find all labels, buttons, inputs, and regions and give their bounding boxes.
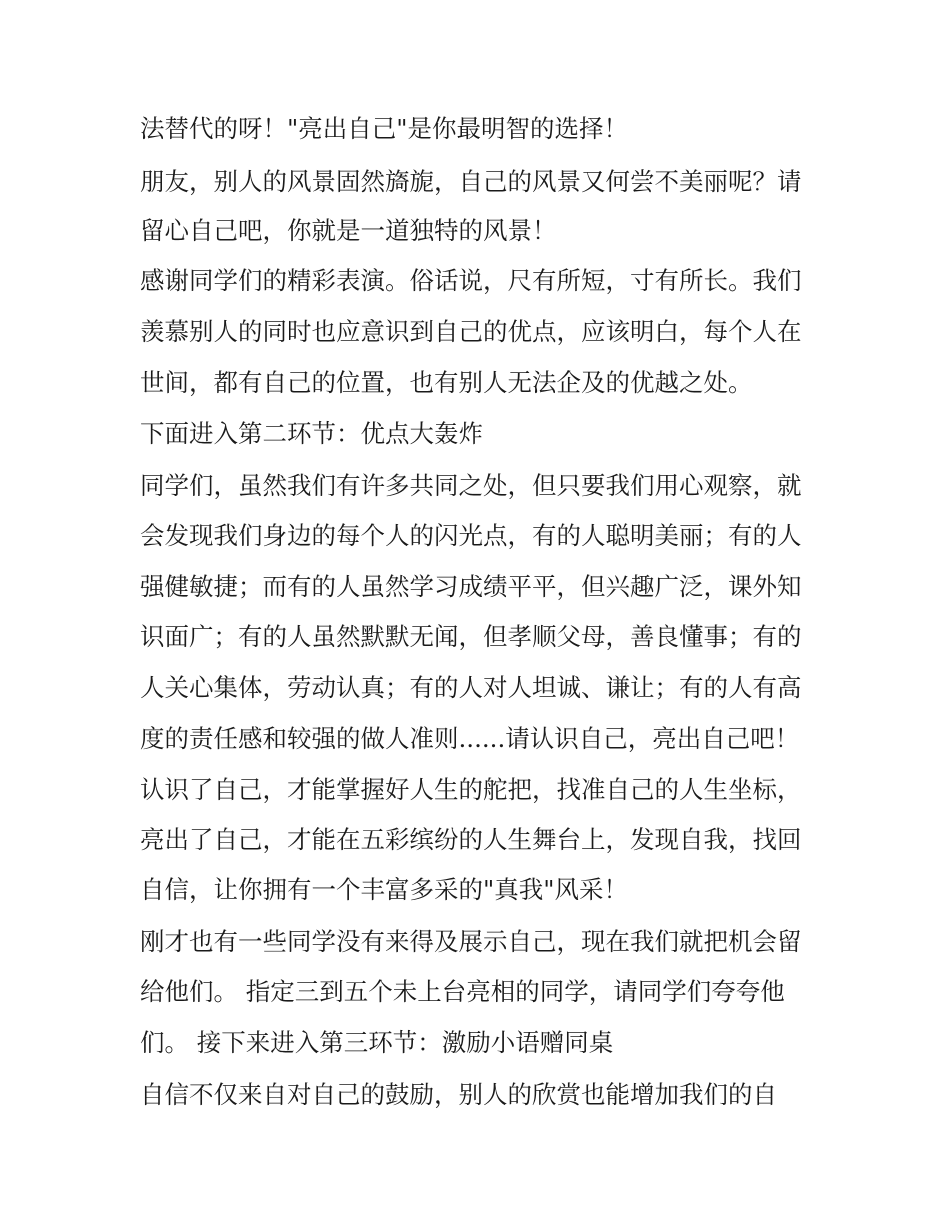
text-line: 亮出了自己，才能在五彩缤纷的人生舞台上，发现自我，找回 — [140, 825, 802, 854]
text-line: 朋友，别人的风景固然旖旎，自己的风景又何尝不美丽呢？请 — [140, 167, 802, 196]
text-line: 下面进入第二环节：优点大轰炸 — [140, 419, 483, 448]
text-line: 们。 接下来进入第三环节：激励小语赠同桌 — [140, 1028, 614, 1057]
text-line: 给他们。 指定三到五个未上台亮相的同学，请同学们夸夸他 — [140, 977, 785, 1006]
text-line: 同学们，虽然我们有许多共同之处，但只要我们用心观察，就 — [140, 471, 802, 500]
text-line: 留心自己吧，你就是一道独特的风景！ — [140, 216, 557, 245]
text-line: 刚才也有一些同学没有来得及展示自己，现在我们就把机会留 — [140, 927, 802, 956]
text-line: 度的责任感和较强的做人准则......请认识自己，亮出自己吧！ — [140, 724, 800, 753]
text-line: 会发现我们身边的每个人的闪光点，有的人聪明美丽；有的人 — [140, 521, 802, 550]
text-line: 自信不仅来自对自己的鼓励，别人的欣赏也能增加我们的自 — [140, 1080, 777, 1109]
text-line: 强健敏捷；而有的人虽然学习成绩平平，但兴趣广泛，课外知 — [140, 572, 802, 601]
text-line: 认识了自己，才能掌握好人生的舵把，找准自己的人生坐标， — [140, 775, 802, 804]
text-line: 感谢同学们的精彩表演。俗话说，尺有所短，寸有所长。我们 — [140, 266, 802, 295]
text-line: 人关心集体，劳动认真；有的人对人坦诚、谦让；有的人有高 — [140, 673, 802, 702]
text-line: 羡慕别人的同时也应意识到自己的优点，应该明白，每个人在 — [140, 317, 802, 346]
text-line: 世间，都有自己的位置，也有别人无法企及的优越之处。 — [140, 368, 753, 397]
text-line: 法替代的呀！"亮出自己"是你最明智的选择！ — [140, 114, 629, 143]
text-line: 识面广；有的人虽然默默无闻，但孝顺父母，善良懂事；有的 — [140, 622, 802, 651]
text-line: 自信，让你拥有一个丰富多采的"真我"风采！ — [140, 875, 629, 904]
